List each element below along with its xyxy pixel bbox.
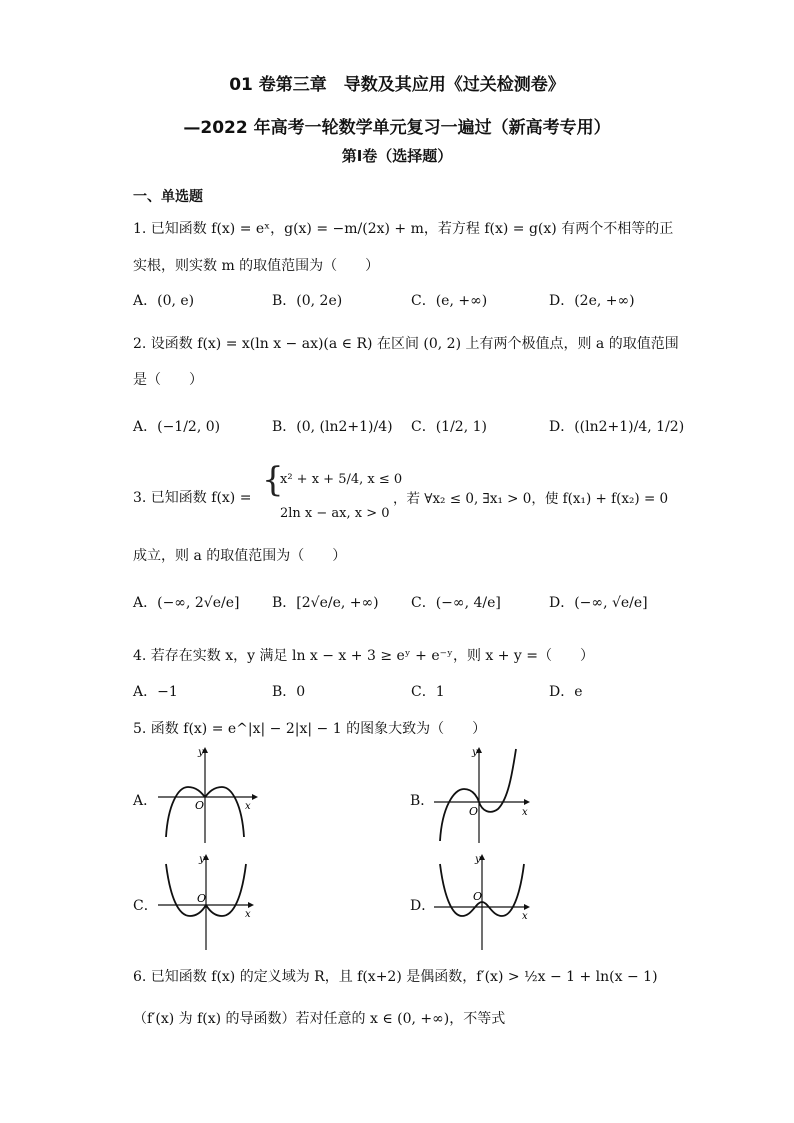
x-axis-label: x xyxy=(522,911,528,922)
y-axis-label: y xyxy=(198,747,204,758)
option-a[interactable]: A．(−∞, 2√e/e] xyxy=(133,595,240,611)
section-heading: 一、单选题 xyxy=(133,189,203,205)
option-b[interactable]: B．[2√e/e, +∞) xyxy=(272,595,379,611)
graph-a[interactable] xyxy=(156,745,261,845)
x-axis-label: x xyxy=(245,801,251,812)
option-d[interactable]: D．e xyxy=(549,684,583,700)
option-c[interactable]: C．(1/2, 1) xyxy=(411,419,487,435)
x-axis-label: x xyxy=(522,807,528,818)
option-d[interactable]: D．(2e, +∞) xyxy=(549,293,635,309)
graph-c[interactable] xyxy=(156,852,261,952)
question-6-text: 6. 已知函数 f(x) 的定义域为 R，且 f(x+2) 是偶函数，f′(x) > ½x − 1 + ln(x − 1) xyxy=(133,969,658,985)
option-c[interactable]: C．(−∞, 4/e] xyxy=(411,595,501,611)
question-3-text-cont: 成立，则 a 的取值范围为（ ） xyxy=(133,548,347,564)
origin-label: O xyxy=(473,890,483,903)
question-6-text-cont: （f′(x) 为 f(x) 的导函数）若对任意的 x ∈ (0, +∞)，不等式 xyxy=(133,1011,506,1027)
question-3-prefix: 3. 已知函数 f(x) = xyxy=(133,490,252,506)
graph-a-label[interactable]: A． xyxy=(133,793,158,809)
piecewise-case-2: 2ln x − ax, x > 0 xyxy=(280,506,390,521)
origin-label: O xyxy=(197,892,207,905)
option-c[interactable]: C．(e, +∞) xyxy=(411,293,488,309)
piecewise-brace: { xyxy=(262,460,284,500)
origin-label: O xyxy=(469,805,479,818)
graph-d[interactable] xyxy=(432,852,537,952)
option-a[interactable]: A．(−1/2, 0) xyxy=(133,419,221,435)
y-axis-label: y xyxy=(475,854,481,865)
y-axis-label: y xyxy=(472,747,478,758)
question-3-condition: ，若 ∀x₂ ≤ 0, ∃x₁ > 0，使 f(x₁) + f(x₂) = 0 xyxy=(393,491,669,507)
question-2-text-cont: 是（ ） xyxy=(133,372,203,388)
question-5-text: 5. 函数 f(x) = e^|x| − 2|x| − 1 的图象大致为（ ） xyxy=(133,721,487,737)
option-c[interactable]: C．1 xyxy=(411,684,445,700)
exam-title: 01 卷第三章 导数及其应用《过关检测卷》 xyxy=(229,75,565,95)
question-1-text-cont: 实根，则实数 m 的取值范围为（ ） xyxy=(133,258,380,274)
question-2-text: 2. 设函数 f(x) = x(ln x − ax)(a ∈ R) 在区间 (0, 2) 上有两个极值点，则 a 的取值范围 xyxy=(133,336,679,352)
graph-b-label[interactable]: B． xyxy=(410,793,435,809)
question-1-text: 1. 已知函数 f(x) = eˣ，g(x) = −m/(2x) + m，若方程 f(x) = g(x) 有两个不相等的正 xyxy=(133,221,674,237)
graph-d-label[interactable]: D． xyxy=(410,898,436,914)
option-a[interactable]: A．−1 xyxy=(133,684,178,700)
graph-c-label[interactable]: C． xyxy=(133,898,158,914)
option-b[interactable]: B．(0, (ln2+1)/4) xyxy=(272,419,393,435)
piecewise-case-1: x² + x + 5/4, x ≤ 0 xyxy=(280,472,403,487)
option-a[interactable]: A．(0, e) xyxy=(133,293,195,309)
exam-subtitle: —2022 年高考一轮数学单元复习一遍过（新高考专用） xyxy=(183,118,611,138)
origin-label: O xyxy=(195,799,205,812)
volume-title: 第Ⅰ卷（选择题） xyxy=(341,147,453,165)
question-4-text: 4. 若存在实数 x，y 满足 ln x − x + 3 ≥ eʸ + e⁻ʸ，则 x + y =（ ） xyxy=(133,648,595,664)
option-d[interactable]: D．(−∞, √e/e] xyxy=(549,595,648,611)
x-axis-label: x xyxy=(245,909,251,920)
option-d[interactable]: D．((ln2+1)/4, 1/2) xyxy=(549,419,685,435)
option-b[interactable]: B．(0, 2e) xyxy=(272,293,343,309)
y-axis-label: y xyxy=(199,854,205,865)
graph-b[interactable] xyxy=(432,745,537,845)
option-b[interactable]: B．0 xyxy=(272,684,306,700)
